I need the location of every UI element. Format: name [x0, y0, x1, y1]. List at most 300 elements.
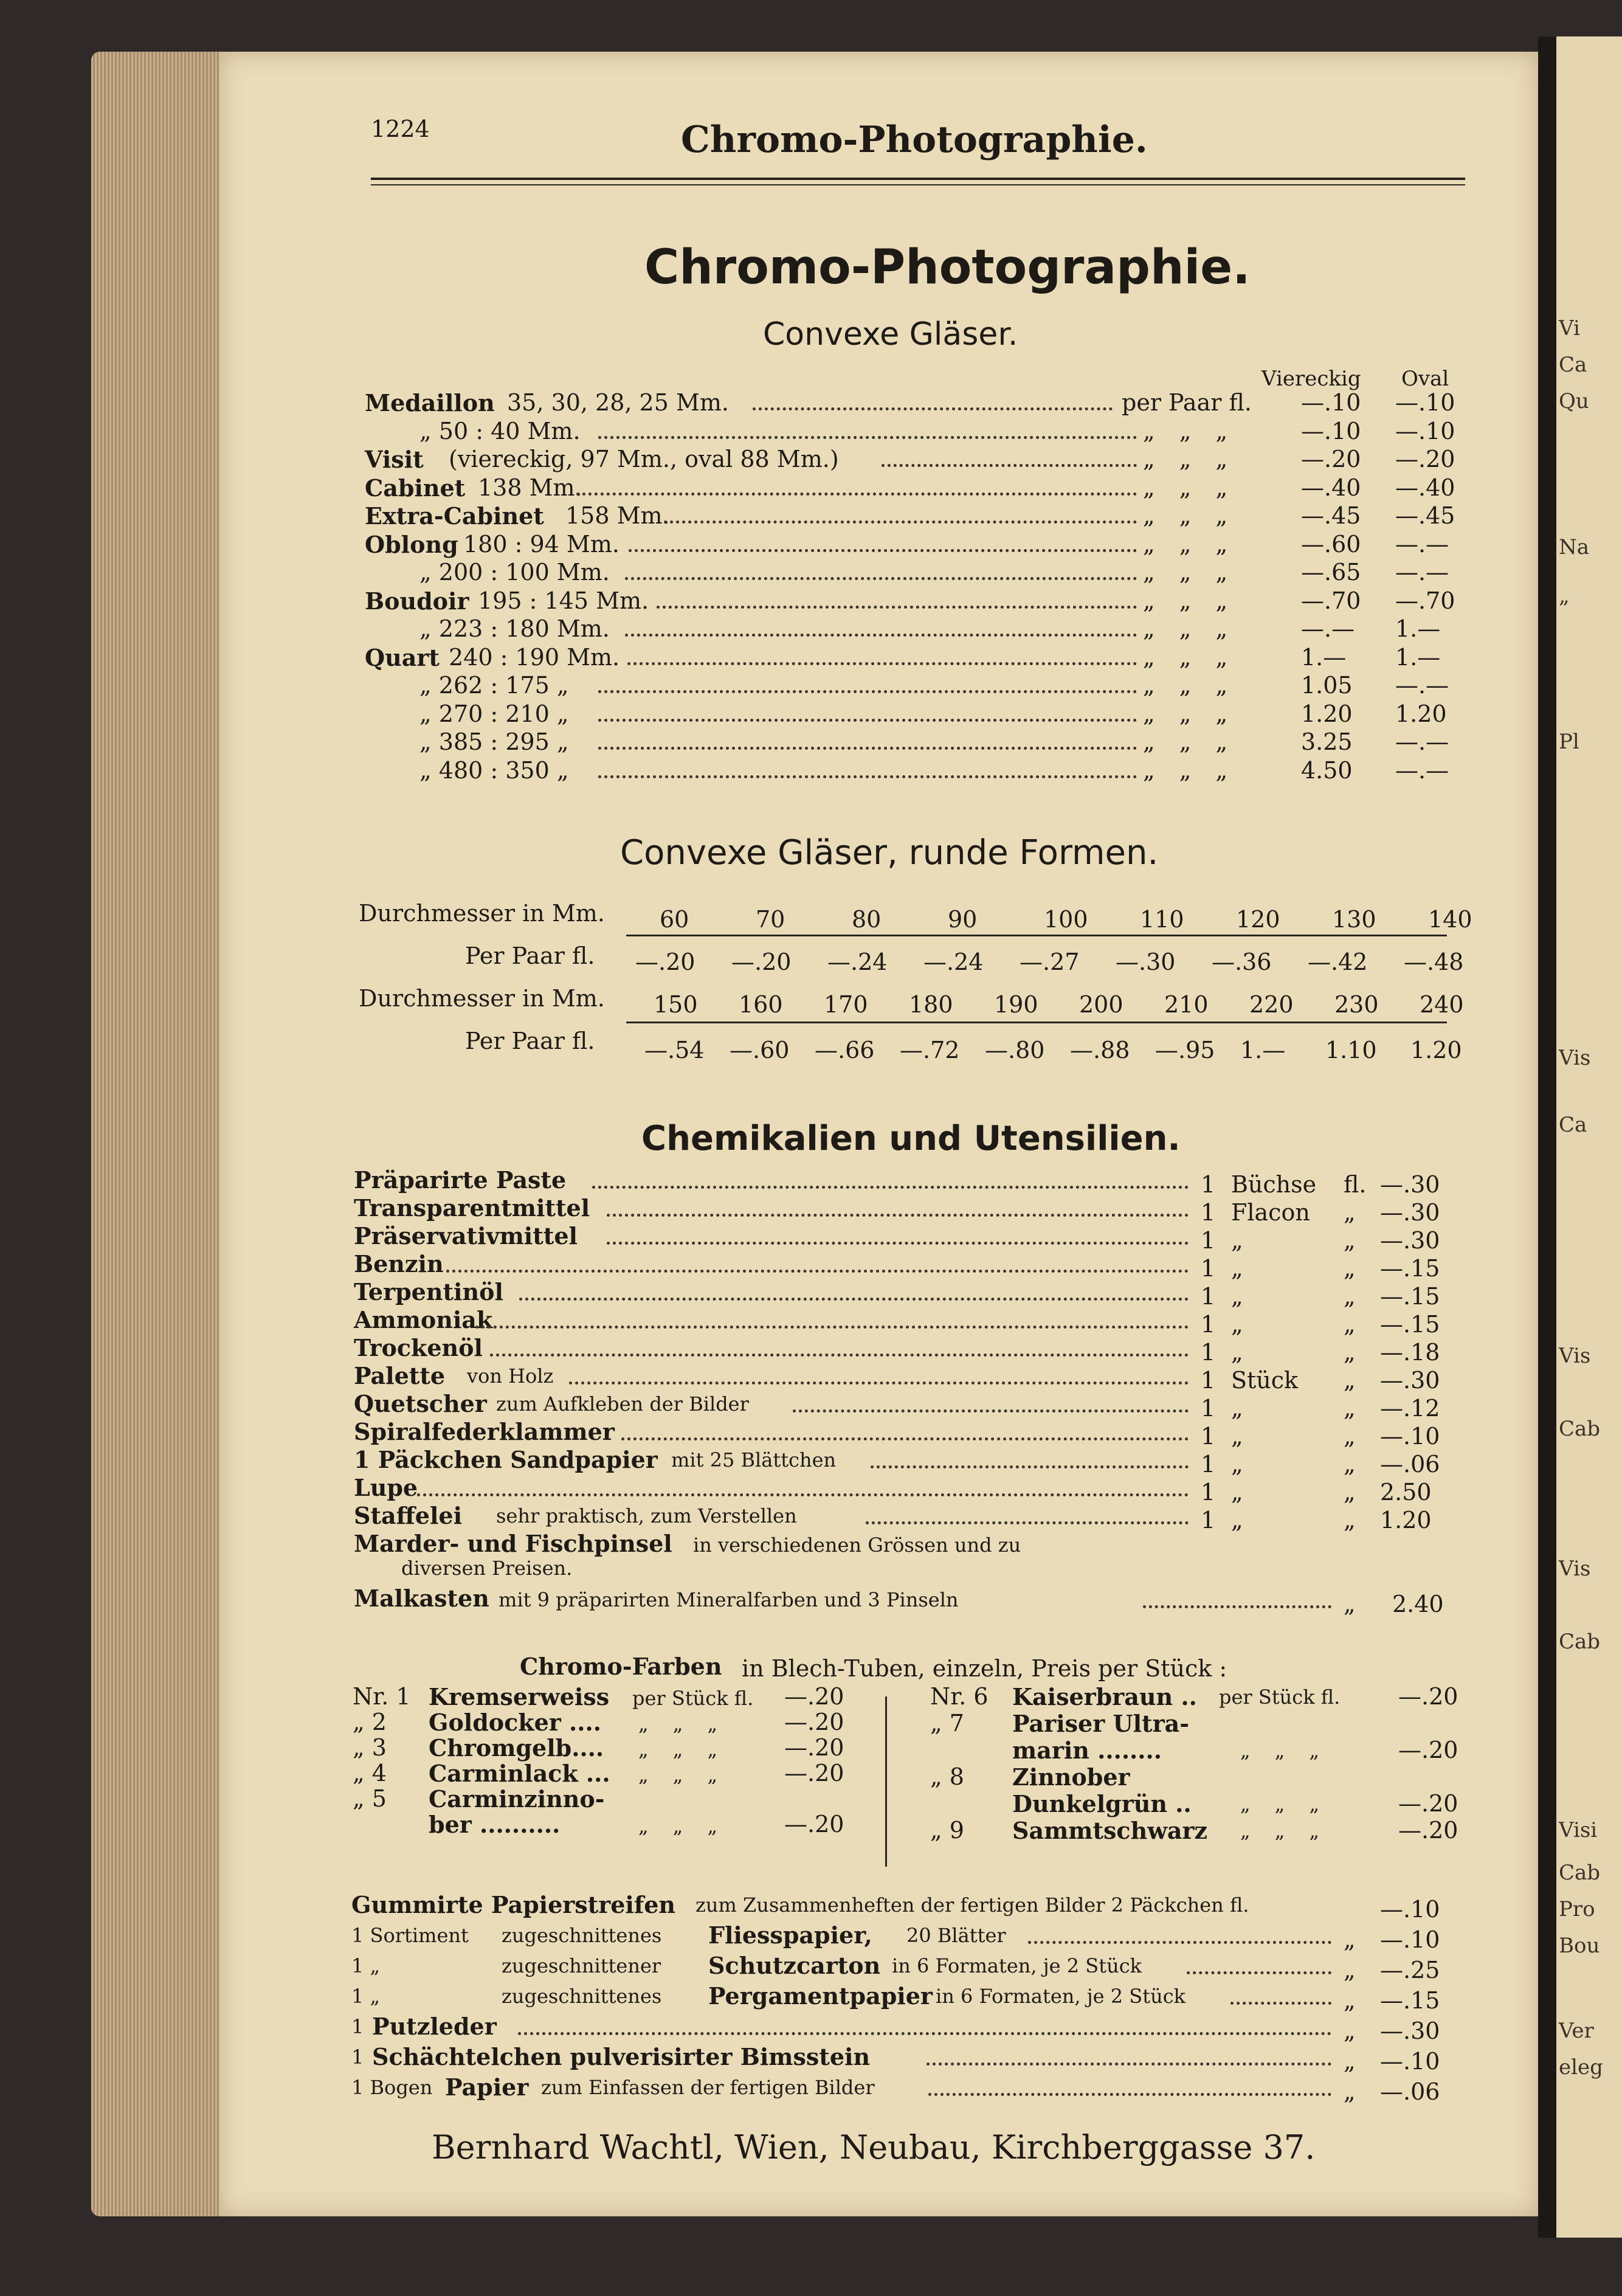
chem-row-unit: „: [1231, 1311, 1243, 1338]
farben-left-extra: „ „ „: [638, 1712, 718, 1735]
convexe-row-oval: —.10: [1395, 389, 1455, 416]
leader-dots: [625, 634, 1137, 637]
farben-right-name: Pariser Ultra-: [1012, 1710, 1189, 1737]
malkasten-name: Malkasten: [354, 1585, 489, 1612]
malkasten-cur: „: [1344, 1591, 1356, 1617]
next-page-fragment: Pl: [1559, 730, 1579, 754]
farben-right-price: —.20: [1398, 1683, 1458, 1710]
chem-row-name: Staffelei: [354, 1502, 463, 1529]
papier-qty: 1 Bogen: [351, 2076, 433, 2099]
papier-cur: „: [1344, 2078, 1356, 2105]
farben-right-name: Sammtschwarz: [1012, 1817, 1208, 1844]
chem-row-price: 2.50: [1380, 1479, 1432, 1506]
farben-right-extra: „ „ „: [1240, 1739, 1320, 1762]
convexe-row-spec: (viereckig, 97 Mm., oval 88 Mm.): [449, 446, 839, 472]
chem-row-qty: 1: [1201, 1451, 1216, 1478]
papier-cur: „: [1344, 2018, 1356, 2044]
convexe-row-viereckig: —.70: [1301, 587, 1361, 614]
leader-dots: [607, 1242, 1189, 1245]
farben-right-extra: per Stück fl.: [1219, 1686, 1341, 1709]
papier-bold: Papier: [445, 2073, 529, 2101]
convexe-subtitle: Convexe Gläser.: [763, 316, 1018, 353]
papier-pre: zugeschnittenes: [502, 1985, 662, 2008]
convexe-row-unit: „ „ „: [1143, 756, 1228, 784]
papier-text: in 6 Formaten, je 2 Stück: [892, 1954, 1142, 1977]
chem-row-unit: „: [1231, 1451, 1243, 1478]
chem-row-unit: „: [1231, 1507, 1243, 1534]
runde-price: —.36: [1212, 949, 1272, 975]
malkasten-desc: mit 9 präparirten Mineralfarben und 3 Pinseln: [499, 1588, 959, 1611]
convexe-row-oval: —.10: [1395, 417, 1455, 444]
chem-row-cur: „: [1344, 1283, 1356, 1310]
papier-bold: Schutzcarton: [708, 1952, 881, 1979]
runde-diameter: 70: [756, 906, 785, 933]
convexe-row-name: Quart: [365, 643, 440, 671]
farben-left-price: —.20: [784, 1734, 844, 1761]
chem-row-qty: 1: [1201, 1507, 1216, 1534]
papier-text: 20 Blätter: [906, 1924, 1006, 1947]
convexe-row-viereckig: —.65: [1301, 559, 1361, 586]
farben-right-price: —.20: [1398, 1737, 1458, 1763]
runde-price: —.54: [644, 1037, 705, 1063]
convexe-row-viereckig: 1.20: [1301, 700, 1353, 727]
runde-label: Per Paar fl.: [465, 1028, 595, 1054]
gutter: [1538, 36, 1556, 2238]
leader-dots: [627, 662, 1137, 665]
runde-diameter: 180: [909, 991, 953, 1018]
chem-row-price: —.06: [1380, 1451, 1440, 1478]
convexe-row-spec: „ 480 : 350 „: [419, 756, 569, 784]
chem-row-unit: Stück: [1231, 1367, 1299, 1394]
runde-price: —.72: [900, 1037, 960, 1063]
marder-desc2: diversen Preisen.: [401, 1557, 573, 1580]
col-oval: Oval: [1401, 367, 1449, 391]
convexe-row-viereckig: —.45: [1301, 502, 1361, 529]
farben-left-price: —.20: [784, 1760, 844, 1786]
convexe-row-viereckig: —.10: [1301, 389, 1361, 416]
runde-diameter: 160: [739, 991, 783, 1018]
convexe-row-name: Medaillon: [365, 389, 495, 417]
convexe-row-oval: 1.20: [1395, 700, 1447, 727]
chem-row-name: Lupe: [354, 1474, 418, 1501]
chem-row-price: —.10: [1380, 1423, 1440, 1450]
chem-row-qty: 1: [1201, 1423, 1216, 1450]
chem-row-cur: „: [1344, 1451, 1356, 1478]
farben-right-nr: „ 9: [930, 1817, 964, 1844]
papier-qty: 1 „: [351, 1985, 381, 2008]
papier-cur: „: [1344, 2048, 1356, 2075]
farben-right-name: Zinnober: [1012, 1763, 1130, 1791]
leader-dots: [598, 775, 1137, 778]
leader-dots: [621, 1437, 1189, 1440]
chem-row-name: 1 Päckchen Sandpapier: [354, 1446, 658, 1473]
runde-price: —.48: [1404, 949, 1464, 975]
convexe-row-spec: 138 Mm.: [478, 474, 582, 501]
runde-diameter: 230: [1334, 991, 1379, 1018]
chem-row-name: Trockenöl: [354, 1334, 483, 1361]
leader-dots: [475, 1326, 1189, 1329]
papier-qty: 1: [351, 2045, 364, 2069]
next-page-fragment: Vis: [1559, 1046, 1591, 1070]
papier-price: —.25: [1380, 1957, 1440, 1983]
chem-row-name: Präservativmittel: [354, 1222, 578, 1250]
convexe-row-name: Cabinet: [365, 474, 466, 502]
chemikalien-subtitle: Chemikalien und Utensilien.: [641, 1119, 1181, 1158]
leader-dots: [598, 436, 1137, 439]
chem-row-price: 1.20: [1380, 1507, 1432, 1534]
leader-dots: [598, 719, 1137, 722]
runde-price: —.95: [1155, 1037, 1215, 1063]
convexe-row-unit: „ „ „: [1143, 502, 1228, 529]
chem-row-qty: 1: [1201, 1479, 1216, 1506]
farben-right-extra: „ „ „: [1240, 1819, 1320, 1842]
chem-row-price: —.30: [1380, 1199, 1440, 1226]
main-title: Chromo-Photographie.: [644, 240, 1251, 295]
runde-price: —.42: [1308, 949, 1368, 975]
next-page-fragment: „: [1559, 584, 1570, 608]
leader-dots: [1230, 2002, 1331, 2005]
runde-diameter: 120: [1236, 906, 1280, 933]
farben-left-extra: „ „ „: [638, 1814, 718, 1838]
runde-price: —.27: [1020, 949, 1080, 975]
chem-row-cur: fl.: [1344, 1171, 1367, 1198]
chem-row-qty: 1: [1201, 1199, 1216, 1226]
leader-dots: [1187, 1971, 1331, 1974]
farben-left-nr: „ 2: [353, 1709, 387, 1735]
leader-dots: [607, 1214, 1189, 1217]
header-rule-thin: [371, 184, 1465, 185]
chem-row-cur: „: [1344, 1367, 1356, 1394]
papier-cur: „: [1344, 1957, 1356, 1983]
papier-price: —.10: [1380, 1926, 1440, 1953]
runde-diameter: 200: [1079, 991, 1123, 1018]
convexe-row-oval: —.40: [1395, 474, 1455, 501]
next-page-fragment: Vis: [1559, 1557, 1591, 1581]
convexe-row-viereckig: 4.50: [1301, 756, 1353, 784]
convexe-row-unit: „ „ „: [1143, 446, 1228, 472]
leader-dots: [657, 606, 1137, 609]
convexe-row-spec: „ 50 : 40 Mm.: [419, 417, 581, 444]
farben-right-nr: Nr. 6: [930, 1683, 989, 1710]
leader-dots: [569, 1381, 1189, 1385]
next-page-edge: [1556, 36, 1622, 2238]
convexe-row-oval: —.45: [1395, 502, 1455, 529]
farben-left-name: Carminlack ...: [429, 1760, 610, 1787]
convexe-row-oval: —.—: [1395, 672, 1449, 699]
leader-dots: [882, 464, 1137, 467]
chem-row-qty: 1: [1201, 1283, 1216, 1310]
convexe-row-oval: 1.—: [1395, 615, 1441, 642]
chem-row-name: Ammoniak: [354, 1306, 493, 1333]
farben-left-nr: „ 5: [353, 1785, 387, 1812]
chem-row-name: Spiralfederklammer: [354, 1418, 615, 1445]
farben-divider: [885, 1696, 887, 1867]
runde-price: —.24: [827, 949, 888, 975]
runde-diameter: 240: [1420, 991, 1464, 1018]
papier-qty: 1 Sortiment: [351, 1924, 469, 1947]
convexe-row-unit: „ „ „: [1143, 559, 1228, 586]
convexe-row-viereckig: 3.25: [1301, 728, 1353, 755]
runde-price: —.66: [815, 1037, 875, 1063]
runde-diameter: 220: [1249, 991, 1294, 1018]
chem-row-name: Transparentmittel: [354, 1194, 590, 1222]
leader-dots: [927, 2063, 1331, 2066]
convexe-row-name: Boudoir: [365, 587, 469, 615]
convexe-row-name: Visit: [365, 446, 424, 473]
convexe-row-unit: „ „ „: [1143, 700, 1228, 727]
runde-price: —.88: [1070, 1037, 1130, 1063]
runde-diameter: 210: [1164, 991, 1209, 1018]
marder-name: Marder- und Fischpinsel: [354, 1530, 672, 1557]
farben-left-nr: „ 3: [353, 1734, 387, 1761]
convexe-row-viereckig: —.—: [1301, 615, 1355, 642]
convexe-row-unit: „ „ „: [1143, 643, 1228, 671]
chem-row-cur: „: [1344, 1479, 1356, 1506]
convexe-row-name: Oblong: [365, 530, 458, 558]
farben-right-nr: „ 7: [930, 1710, 964, 1737]
convexe-row-unit: „ „ „: [1143, 417, 1228, 444]
chem-row-unit: „: [1231, 1395, 1243, 1422]
convexe-row-viereckig: —.10: [1301, 417, 1361, 444]
papier-cur: „: [1344, 1926, 1356, 1953]
farben-right-price: —.20: [1398, 1817, 1458, 1844]
leader-dots: [446, 1270, 1189, 1273]
chem-row-cur: „: [1344, 1311, 1356, 1338]
papier-bold: Putzleder: [372, 2013, 497, 2040]
papier-pre: zugeschnittenes: [502, 1924, 662, 1947]
papier-bold: Pergamentpapier: [708, 1982, 933, 2010]
farben-right-nr: „ 8: [930, 1763, 964, 1790]
running-title: Chromo-Photographie.: [681, 119, 1148, 161]
chem-row-unit: Büchse: [1231, 1171, 1317, 1198]
runde-diameter: 80: [852, 906, 882, 933]
papier-price: —.30: [1380, 2018, 1440, 2044]
next-page-fragment: Ca: [1559, 353, 1587, 377]
chem-row-name: Benzin: [354, 1250, 444, 1278]
runde-price: 1.10: [1325, 1037, 1377, 1063]
convexe-row-viereckig: 1.—: [1301, 643, 1347, 671]
convexe-row-viereckig: 1.05: [1301, 672, 1353, 699]
convexe-row-oval: —.20: [1395, 446, 1455, 472]
convexe-row-viereckig: —.40: [1301, 474, 1361, 501]
chem-row-qty: 1: [1201, 1395, 1216, 1422]
leader-dots: [753, 407, 1113, 410]
convexe-row-unit: „ „ „: [1143, 672, 1228, 699]
convexe-row-viereckig: —.20: [1301, 446, 1361, 472]
chem-row-desc: sehr praktisch, zum Verstellen: [496, 1504, 797, 1527]
convexe-row-spec: „ 223 : 180 Mm.: [419, 615, 610, 642]
chem-row-unit: „: [1231, 1339, 1243, 1366]
runde-diameter: 110: [1140, 906, 1184, 933]
convexe-row-spec: „ 270 : 210 „: [419, 700, 569, 727]
convexe-row-unit: „ „ „: [1143, 728, 1228, 755]
next-page-fragment: Visi: [1559, 1818, 1598, 1842]
leader-dots: [417, 1493, 1189, 1496]
leader-dots: [576, 493, 1137, 496]
leader-dots: [598, 690, 1137, 693]
farben-right-name: Kaiserbraun ..: [1012, 1683, 1197, 1710]
marder-desc: in verschiedenen Grössen und zu: [693, 1534, 1021, 1557]
chem-row-cur: „: [1344, 1507, 1356, 1534]
leader-dots: [871, 1465, 1189, 1468]
convexe-row-spec: 195 : 145 Mm.: [478, 587, 649, 614]
runde-diameter: 130: [1332, 906, 1376, 933]
papier-qty: 1: [351, 2015, 364, 2038]
farben-heading-bold: Chromo-Farben: [520, 1653, 722, 1680]
leader-dots: [592, 1186, 1189, 1189]
chem-row-price: —.15: [1380, 1255, 1440, 1282]
next-page-fragment: Vis: [1559, 1344, 1591, 1368]
convexe-row-unit: „ „ „: [1143, 474, 1228, 501]
next-page-fragment: eleg: [1559, 2055, 1603, 2080]
chem-row-price: —.15: [1380, 1311, 1440, 1338]
farben-left-name: ber ..........: [429, 1811, 561, 1838]
papier-pre: zugeschnittener: [502, 1954, 661, 1977]
papier-bold: Gummirte Papierstreifen: [351, 1891, 676, 1918]
page-number: 1224: [371, 116, 430, 142]
leader-dots: [1143, 1605, 1331, 1608]
col-viereckig: Viereckig: [1261, 367, 1361, 391]
chem-row-desc: von Holz: [467, 1364, 554, 1388]
farben-left-name: Goldocker ....: [429, 1709, 601, 1736]
runde-price: 1.—: [1240, 1037, 1286, 1063]
runde-price: —.20: [731, 949, 792, 975]
farben-left-extra: „ „ „: [638, 1738, 718, 1761]
chem-row-qty: 1: [1201, 1227, 1216, 1254]
convexe-row-spec: 180 : 94 Mm.: [463, 530, 619, 558]
next-page-fragment: Pro: [1559, 1897, 1595, 1921]
chem-row-qty: 1: [1201, 1255, 1216, 1282]
next-page-fragment: Bou: [1559, 1934, 1600, 1958]
convexe-row-oval: —.—: [1395, 728, 1449, 755]
convexe-row-spec: „ 262 : 175 „: [419, 672, 569, 699]
chem-row-cur: „: [1344, 1227, 1356, 1254]
runde-price: —.20: [635, 949, 695, 975]
papier-bold: Fliesspapier,: [708, 1921, 872, 1949]
convexe-row-unit: „ „ „: [1143, 530, 1228, 558]
runde-label: Durchmesser in Mm.: [359, 900, 605, 927]
chem-row-qty: 1: [1201, 1367, 1216, 1394]
chem-row-unit: „: [1231, 1479, 1243, 1506]
runde-price: 1.20: [1410, 1037, 1462, 1063]
convexe-row-spec: 240 : 190 Mm.: [449, 643, 620, 671]
convexe-row-spec: 35, 30, 28, 25 Mm.: [507, 389, 729, 416]
convexe-row-spec: „ 200 : 100 Mm.: [419, 559, 610, 586]
chem-row-price: —.12: [1380, 1395, 1440, 1422]
next-page-fragment: Cab: [1559, 1861, 1601, 1885]
chem-row-unit: „: [1231, 1283, 1243, 1310]
papier-price: —.10: [1380, 2048, 1440, 2075]
chem-row-cur: „: [1344, 1199, 1356, 1226]
chem-row-price: —.30: [1380, 1367, 1440, 1394]
leader-dots: [598, 747, 1137, 750]
chem-row-cur: „: [1344, 1339, 1356, 1366]
leader-dots: [793, 1409, 1189, 1413]
runde-label: Per Paar fl.: [465, 942, 595, 969]
leader-dots: [629, 549, 1137, 552]
chem-row-price: —.30: [1380, 1227, 1440, 1254]
convexe-row-oval: —.—: [1395, 756, 1449, 784]
farben-left-name: Chromgelb....: [429, 1734, 604, 1762]
farben-right-name: Dunkelgrün ..: [1012, 1790, 1192, 1817]
chem-row-name: Präparirte Paste: [354, 1166, 567, 1194]
farben-left-extra: „ „ „: [638, 1763, 718, 1786]
leader-dots: [1028, 1941, 1331, 1944]
next-page-fragment: Cab: [1559, 1417, 1601, 1441]
publisher-footer: Bernhard Wachtl, Wien, Neubau, Kirchberggasse 37.: [432, 2128, 1316, 2166]
next-page-fragment: Vi: [1559, 316, 1580, 341]
chem-row-name: Quetscher: [354, 1390, 487, 1417]
chem-row-cur: „: [1344, 1423, 1356, 1450]
runde-diameter: 100: [1044, 906, 1088, 933]
runde-price: —.24: [923, 949, 984, 975]
convexe-row-oval: —.—: [1395, 530, 1449, 558]
convexe-row-spec: „ 385 : 295 „: [419, 728, 569, 755]
leader-dots: [490, 1354, 1189, 1357]
runde-rule: [626, 1022, 1447, 1023]
convexe-row-spec: 158 Mm.: [565, 502, 670, 529]
papier-price: —.10: [1380, 1896, 1440, 1923]
book-edge: [91, 52, 225, 2216]
convexe-row-unit: „ „ „: [1143, 615, 1228, 642]
papier-text: zum Einfassen der fertigen Bilder: [541, 2076, 875, 2099]
papier-text: zum Zusammenheften der fertigen Bilder 2 Päckchen fl.: [695, 1893, 1249, 1917]
chem-row-desc: zum Aufkleben der Bilder: [496, 1392, 749, 1416]
papier-bold: Schächtelchen pulverisirter Bimsstein: [372, 2043, 871, 2070]
chem-row-name: Terpentinöl: [354, 1278, 503, 1305]
chem-row-unit: „: [1231, 1423, 1243, 1450]
convexe-row-viereckig: —.60: [1301, 530, 1361, 558]
chem-row-unit: Flacon: [1231, 1199, 1310, 1226]
chem-row-desc: mit 25 Blättchen: [671, 1448, 837, 1471]
runde-price: —.80: [985, 1037, 1045, 1063]
farben-left-extra: per Stück fl.: [632, 1687, 754, 1710]
convexe-row-unit: „ „ „: [1143, 587, 1228, 614]
runde-diameter: 170: [824, 991, 868, 1018]
convexe-row-oval: —.—: [1395, 559, 1449, 586]
chem-row-qty: 1: [1201, 1339, 1216, 1366]
leader-dots: [664, 520, 1137, 524]
chem-row-price: —.30: [1380, 1171, 1440, 1198]
next-page-fragment: Ca: [1559, 1113, 1587, 1137]
farben-right-extra: „ „ „: [1240, 1793, 1320, 1816]
farben-left-price: —.20: [784, 1683, 844, 1710]
farben-right-name: marin ........: [1012, 1737, 1162, 1764]
papier-price: —.15: [1380, 1987, 1440, 2014]
next-page-fragment: Na: [1559, 535, 1590, 559]
papier-price: —.06: [1380, 2078, 1440, 2105]
next-page-fragment: Ver: [1559, 2019, 1594, 2043]
leader-dots: [519, 1298, 1189, 1301]
next-page-fragment: Cab: [1559, 1630, 1601, 1654]
runde-diameter: 60: [660, 906, 689, 933]
leader-dots: [928, 2093, 1331, 2096]
farben-left-price: —.20: [784, 1811, 844, 1838]
papier-text: in 6 Formaten, je 2 Stück: [936, 1985, 1185, 2008]
convexe-row-oval: —.70: [1395, 587, 1455, 614]
chem-row-name: Palette: [354, 1362, 446, 1389]
papier-qty: 1 „: [351, 1954, 381, 1977]
convexe-row-name: Extra-Cabinet: [365, 502, 544, 530]
runde-price: —.60: [730, 1037, 790, 1063]
convexe-row-unit: per Paar fl.: [1122, 389, 1252, 416]
chem-row-unit: „: [1231, 1255, 1243, 1282]
runde-rule: [626, 935, 1447, 936]
runde-label: Durchmesser in Mm.: [359, 985, 605, 1012]
farben-left-nr: „ 4: [353, 1760, 387, 1786]
farben-left-name: Carminzinno-: [429, 1785, 605, 1813]
chem-row-qty: 1: [1201, 1311, 1216, 1338]
